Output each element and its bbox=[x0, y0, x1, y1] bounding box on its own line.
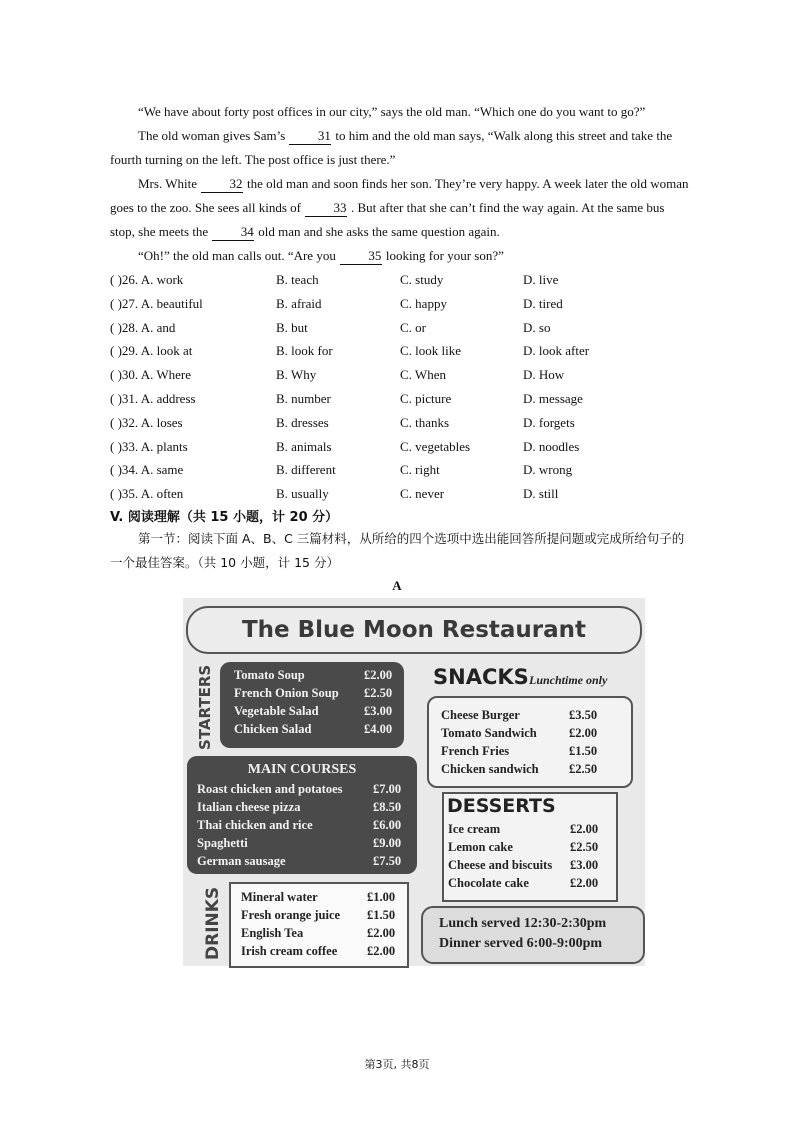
passage-label: A bbox=[392, 578, 402, 593]
question-option-b: B. dresses bbox=[276, 414, 329, 430]
question-option-a: ( )29. A. look at bbox=[110, 343, 193, 359]
question-option-b: B. afraid bbox=[276, 295, 322, 311]
question-option-a: ( )30. A. Where bbox=[110, 367, 191, 383]
page-footer: 第3页, 共8页 bbox=[364, 1058, 430, 1071]
text: “Oh!” the old man calls out. “Are you bbox=[138, 248, 336, 263]
question-option-d: D. so bbox=[523, 319, 551, 335]
question-option-b: B. usually bbox=[276, 486, 329, 502]
drinks-item-price: £2.00 bbox=[367, 926, 396, 940]
main-item-price: £8.50 bbox=[373, 800, 402, 814]
section-title: V. 阅读理解（共 15 小题，计 20 分） bbox=[110, 510, 339, 525]
snacks-label: SNACKS bbox=[433, 665, 529, 689]
question-row bbox=[110, 415, 710, 437]
snacks-item-price: £1.50 bbox=[569, 744, 598, 758]
question-option-a: ( )33. A. plants bbox=[110, 438, 188, 454]
drinks-item-price: £1.50 bbox=[367, 908, 396, 922]
question-row bbox=[110, 343, 710, 365]
drinks-item-name: English Tea bbox=[241, 926, 304, 940]
starters-box bbox=[220, 662, 404, 748]
snacks-item-price: £2.00 bbox=[569, 726, 598, 740]
main-item-name: German sausage bbox=[197, 854, 286, 868]
menu-title: The Blue Moon Restaurant bbox=[186, 606, 642, 654]
main-courses-box bbox=[187, 756, 417, 874]
main-item-price: £9.00 bbox=[373, 836, 402, 850]
question-row bbox=[110, 296, 710, 318]
text: looking for your son?” bbox=[385, 248, 504, 263]
question-option-b: B. look for bbox=[276, 343, 333, 359]
starters-item-price: £2.00 bbox=[364, 668, 393, 682]
starters-item-name: Vegetable Salad bbox=[234, 704, 319, 718]
main-item-name: Roast chicken and potatoes bbox=[197, 782, 343, 796]
drinks-box bbox=[229, 882, 409, 968]
question-option-d: D. wrong bbox=[523, 462, 573, 478]
starters-label: STARTERS bbox=[196, 664, 214, 750]
question-option-d: D. How bbox=[523, 367, 565, 383]
question-option-c: C. When bbox=[400, 367, 446, 383]
question-option-d: D. live bbox=[523, 272, 559, 287]
question-option-a: ( )31. A. address bbox=[110, 391, 196, 406]
question-option-a: ( )27. A. beautiful bbox=[110, 295, 203, 311]
question-option-b: B. but bbox=[276, 319, 308, 335]
question-option-b: B. teach bbox=[276, 272, 319, 287]
question-option-c: C. study bbox=[400, 272, 444, 287]
snacks-item-price: £3.50 bbox=[569, 708, 598, 722]
desserts-item-name: Lemon cake bbox=[448, 840, 513, 854]
question-row bbox=[110, 486, 710, 508]
main-item-price: £6.00 bbox=[373, 818, 402, 832]
starters-item-price: £4.00 bbox=[364, 722, 393, 736]
question-option-d: D. still bbox=[523, 486, 559, 502]
main-item-name: Thai chicken and rice bbox=[197, 818, 313, 832]
snacks-item-price: £2.50 bbox=[569, 762, 598, 776]
question-option-c: C. look like bbox=[400, 343, 462, 359]
question-option-b: B. animals bbox=[276, 438, 332, 454]
desserts-box bbox=[442, 792, 618, 902]
question-option-b: B. different bbox=[276, 462, 336, 478]
blank-34: 34 bbox=[212, 224, 254, 241]
question-option-a: ( )35. A. often bbox=[110, 486, 184, 502]
text: to him and the old man says, “Walk along this street and take the fourth turning on the left. The post office is just there.” bbox=[110, 128, 673, 167]
question-option-d: D. tired bbox=[523, 295, 563, 311]
question-option-d: D. noodles bbox=[523, 438, 580, 454]
blank-32: 32 bbox=[201, 176, 243, 193]
drinks-item-name: Mineral water bbox=[241, 890, 318, 904]
drinks-label: DRINKS bbox=[203, 886, 223, 960]
hours-box bbox=[421, 906, 645, 964]
question-option-c: C. never bbox=[400, 486, 445, 502]
main-item-price: £7.50 bbox=[373, 854, 402, 868]
snacks-item-name: Tomato Sandwich bbox=[441, 726, 537, 740]
question-option-d: D. message bbox=[523, 391, 583, 406]
drinks-item-price: £1.00 bbox=[367, 890, 396, 904]
snacks-item-name: Chicken sandwich bbox=[441, 762, 539, 776]
drinks-item-price: £2.00 bbox=[367, 944, 396, 958]
question-row bbox=[110, 462, 710, 484]
question-option-c: C. thanks bbox=[400, 414, 450, 430]
question-option-c: C. happy bbox=[400, 295, 447, 311]
desserts-item-name: Chocolate cake bbox=[448, 876, 529, 890]
main-courses-label: MAIN COURSES bbox=[247, 762, 357, 777]
paragraph-1: “We have about forty post offices in our city,” says the old man. “Which one do you want to go?” bbox=[138, 104, 646, 119]
question-option-c: C. or bbox=[400, 319, 426, 335]
question-option-a: ( )32. A. loses bbox=[110, 414, 183, 430]
paragraph-4 bbox=[110, 244, 690, 268]
desserts-item-name: Cheese and biscuits bbox=[448, 858, 553, 872]
snacks-item-name: French Fries bbox=[441, 744, 510, 758]
text: Mrs. White bbox=[138, 176, 197, 191]
question-option-d: D. look after bbox=[523, 343, 590, 359]
question-option-b: B. Why bbox=[276, 367, 317, 383]
question-row bbox=[110, 320, 710, 342]
blank-31: 31 bbox=[289, 128, 331, 145]
question-row bbox=[110, 391, 710, 413]
text: the old man and soon finds her son. They’re very happy. A week later the old woman goes to the zoo. She sees all kinds of bbox=[110, 176, 689, 215]
restaurant-menu bbox=[183, 598, 645, 966]
drinks-item-name: Fresh orange juice bbox=[241, 908, 341, 922]
paragraph-3 bbox=[110, 172, 690, 244]
section-instruction: 第一节：阅读下面 A、B、C 三篇材料，从所给的四个选项中选出能回答所提问题或完成所给句子的一个最佳答案。（共 10 小题，计 15 分） bbox=[110, 531, 685, 570]
starters-item-name: French Onion Soup bbox=[234, 686, 339, 700]
desserts-item-price: £3.00 bbox=[570, 858, 599, 872]
desserts-item-price: £2.00 bbox=[570, 822, 599, 836]
question-option-a: ( )26. A. work bbox=[110, 272, 184, 287]
main-item-name: Italian cheese pizza bbox=[197, 800, 301, 814]
question-option-c: C. right bbox=[400, 462, 440, 478]
blank-35: 35 bbox=[340, 248, 382, 265]
question-option-a: ( )28. A. and bbox=[110, 319, 176, 335]
paragraph-2 bbox=[110, 124, 690, 172]
snacks-box bbox=[427, 696, 633, 788]
question-row bbox=[110, 367, 710, 389]
desserts-item-price: £2.50 bbox=[570, 840, 599, 854]
starters-item-price: £3.00 bbox=[364, 704, 393, 718]
desserts-label: DESSERTS bbox=[447, 795, 556, 817]
blank-33: 33 bbox=[305, 200, 347, 217]
main-item-name: Spaghetti bbox=[197, 836, 248, 850]
text: old man and she asks the same question again. bbox=[258, 224, 500, 239]
drinks-item-name: Irish cream coffee bbox=[241, 944, 338, 958]
snacks-note: Lunchtime only bbox=[529, 673, 608, 687]
main-item-price: £7.00 bbox=[373, 782, 402, 796]
starters-item-name: Tomato Soup bbox=[234, 668, 305, 682]
desserts-item-name: Ice cream bbox=[448, 822, 501, 836]
starters-item-name: Chicken Salad bbox=[234, 722, 312, 736]
text: . But after that she can’t find the way again. At the same bus stop, she meets the bbox=[110, 200, 665, 239]
question-option-b: B. number bbox=[276, 391, 331, 406]
question-option-d: D. forgets bbox=[523, 414, 575, 430]
desserts-item-price: £2.00 bbox=[570, 876, 599, 890]
starters-item-price: £2.50 bbox=[364, 686, 393, 700]
question-row bbox=[110, 272, 710, 294]
lunch-hours: Lunch served 12:30-2:30pm bbox=[439, 916, 607, 931]
text: The old woman gives Sam’s bbox=[138, 128, 286, 143]
snacks-item-name: Cheese Burger bbox=[441, 708, 520, 722]
question-row bbox=[110, 439, 710, 461]
dinner-hours: Dinner served 6:00-9:00pm bbox=[439, 936, 603, 951]
question-option-c: C. vegetables bbox=[400, 438, 471, 454]
question-option-a: ( )34. A. same bbox=[110, 462, 184, 478]
question-option-c: C. picture bbox=[400, 391, 452, 406]
